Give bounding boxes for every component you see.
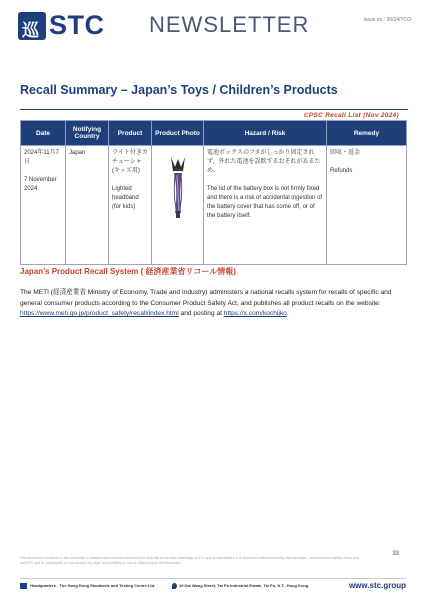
hazard-jp: 電池ボックスのフタがしっかり固定されず、外れた電池を誤飲するおそれがあるため。 [207,150,321,174]
issue-number: Issue no.: 36/24/TCO [363,17,411,23]
col-header-hazard: Hazard / Risk [204,121,327,146]
product-photo [159,151,197,223]
headband-image [159,151,197,223]
page-number: 33 [392,551,399,557]
col-header-remedy: Remedy [327,121,407,146]
recall-list-tag: CPSC Recall List (Nov 2024) [303,112,399,119]
recall-table [20,120,407,265]
footer-hq: Headquarters - The Hong Kong Standards and Testing Centre Ltd. [30,583,156,588]
location-pin-icon [172,583,177,589]
cell-photo [152,146,204,265]
cell-product [109,146,152,265]
cell-hazard [204,146,327,265]
title-block [20,75,408,110]
hazard-en: The lid of the battery box is not firmly fixed and there is a risk of accidental ingestion of the battery cover that has come off, or of the battery itself. [207,186,323,219]
newsletter-title: NEWSLETTER [149,12,310,37]
stc-logo[interactable] [18,12,118,40]
table-row [21,146,407,265]
section-paragraph: The METI (経済産業省 Ministry of Economy, Trade and Industry) administers a national recalls system for recalls of specific and general consumer products according to the Consumer Product Safety Act, and publishes all product recalls on the website: https://www.meti.go.jp/product_safety/recall/index.html and posting at https://x.com/kochijko. [20,289,392,318]
disclaimer: The information contained in this newsletter is obtained from sources believed to be accurate to the best knowledge of STC and its subsidiaries. It is distributed without warranty, representation, inducement or liability of any kind and STC and its subsidiaries do not assume any legal responsibility for use or reliance upon the information. [20,556,359,565]
col-header-country: Notifying Country [66,121,109,146]
footer-divider [20,578,406,579]
cell-remedy [327,146,407,265]
cell-date [21,146,66,265]
date-jp: 2024年11月7日 [24,150,59,165]
col-header-date: Date [21,121,66,146]
website-link[interactable]: www.stc.group [348,581,406,590]
page-title: Recall Summary – Japan’s Toys / Children’s Products [20,83,338,97]
product-jp: ライト付きカチューシャ(キッズ用) [112,150,148,174]
remedy-jp: 回収・返金 [330,150,361,156]
product-en: Lighted headband (for kids) [112,186,139,210]
footer [20,578,406,594]
footer-address: 10 Dai Wang Street, Tai Po Industrial Estate, Tai Po, N.T., Hong Kong [179,583,309,588]
logo-text: STC [49,10,105,40]
date-en: 7 November 2024 [24,177,57,192]
header [0,0,425,52]
logo-mark: 巡 [18,12,46,40]
meti-recall-link[interactable]: https://www.meti.go.jp/product_safety/recall/index.html [20,310,179,318]
country: Japan [69,150,86,156]
x-kochijko-link[interactable]: https://x.com/kochijko [223,310,287,318]
col-header-photo: Product Photo [152,121,204,146]
section-title: Japan’s Product Recall System ( 経済産業省リコール情報) [20,267,236,276]
cell-country [66,146,109,265]
table-header-row [21,121,407,146]
building-icon [20,583,27,589]
col-header-product: Product [109,121,152,146]
remedy-en: Refunds [330,168,353,174]
